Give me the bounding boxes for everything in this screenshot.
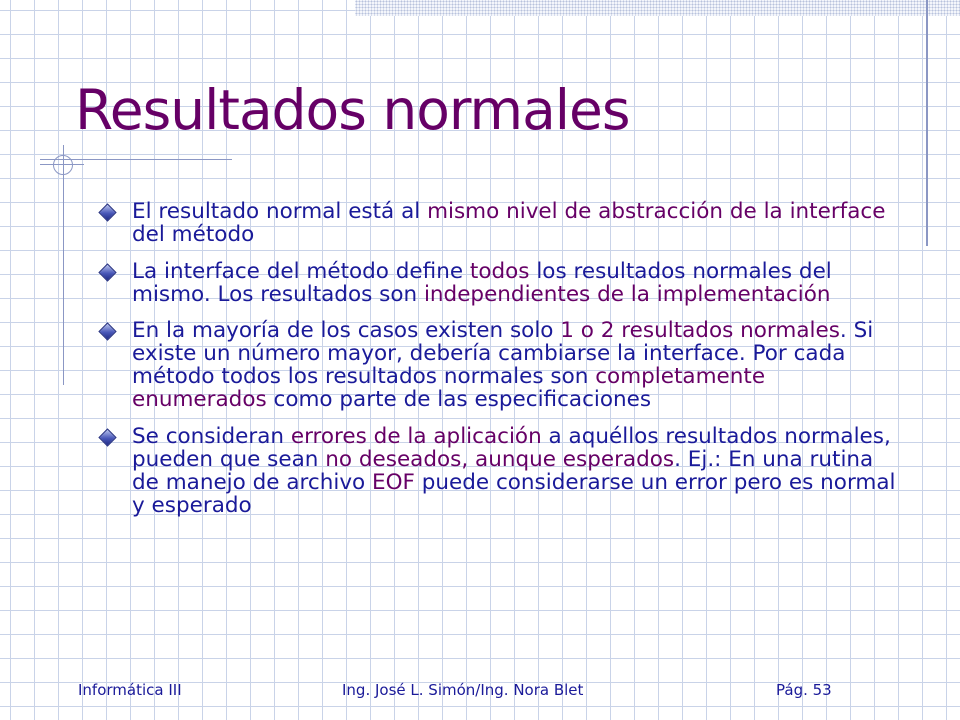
diamond-bullet-icon bbox=[98, 203, 116, 221]
highlighted-phrase: independientes de la implementación bbox=[423, 282, 831, 307]
highlighted-phrase: no deseados, aunque esperados bbox=[325, 447, 675, 472]
text-segment: los resultados normales del mismo. Los resultados son bbox=[132, 259, 832, 307]
text-segment: como parte de las especificaciones bbox=[266, 387, 652, 412]
footer-page-number: Pág. 53 bbox=[776, 681, 832, 699]
bullet-item bbox=[100, 319, 900, 411]
text-segment: a aquéllos resultados normales, pueden que sean bbox=[132, 424, 891, 472]
highlighted-phrase: completamente enumerados bbox=[132, 364, 766, 412]
bullet-text bbox=[132, 259, 832, 307]
diamond-bullet-icon bbox=[98, 322, 116, 340]
text-segment: . Ej.: En una rutina de manejo de archivo bbox=[132, 447, 874, 495]
highlighted-phrase: 1 o 2 resultados normales bbox=[560, 318, 840, 343]
top-dotted-band bbox=[355, 0, 960, 16]
right-vertical-rule bbox=[926, 0, 928, 246]
bullet-text bbox=[132, 424, 896, 518]
text-segment: del método bbox=[132, 222, 255, 247]
bullet-list bbox=[100, 200, 900, 517]
highlighted-phrase: todos bbox=[469, 259, 530, 284]
diamond-bullet-icon bbox=[98, 428, 116, 446]
text-segment: . Si existe un número mayor, debería cambiarse la interface. Por cada método todos los resultados normales son bbox=[132, 318, 874, 389]
text-segment: puede considerarse un error pero es normal y esperado bbox=[132, 470, 896, 518]
bullet-item bbox=[100, 200, 900, 246]
footer-authors: Ing. José L. Simón/Ing. Nora Blet bbox=[342, 681, 584, 699]
highlighted-phrase: EOF bbox=[372, 470, 415, 495]
slide-title: Resultados normales bbox=[75, 78, 630, 142]
crosshair-circle-icon bbox=[53, 155, 73, 175]
highlighted-phrase: mismo nivel de abstracción de la interface bbox=[427, 199, 886, 224]
footer-course: Informática III bbox=[78, 681, 182, 699]
text-segment: En la mayoría de los casos existen solo bbox=[132, 318, 561, 343]
text-segment: Se consideran bbox=[132, 424, 291, 449]
diamond-bullet-icon bbox=[98, 263, 116, 281]
bullet-item bbox=[100, 260, 900, 306]
text-segment: El resultado normal está al bbox=[132, 199, 428, 224]
text-segment: La interface del método define bbox=[132, 259, 470, 284]
highlighted-phrase: errores de la aplicación bbox=[290, 424, 542, 449]
bullet-text bbox=[132, 318, 873, 412]
bullet-item bbox=[100, 425, 900, 517]
crosshair-vertical bbox=[63, 145, 64, 385]
bullet-text bbox=[132, 199, 885, 247]
